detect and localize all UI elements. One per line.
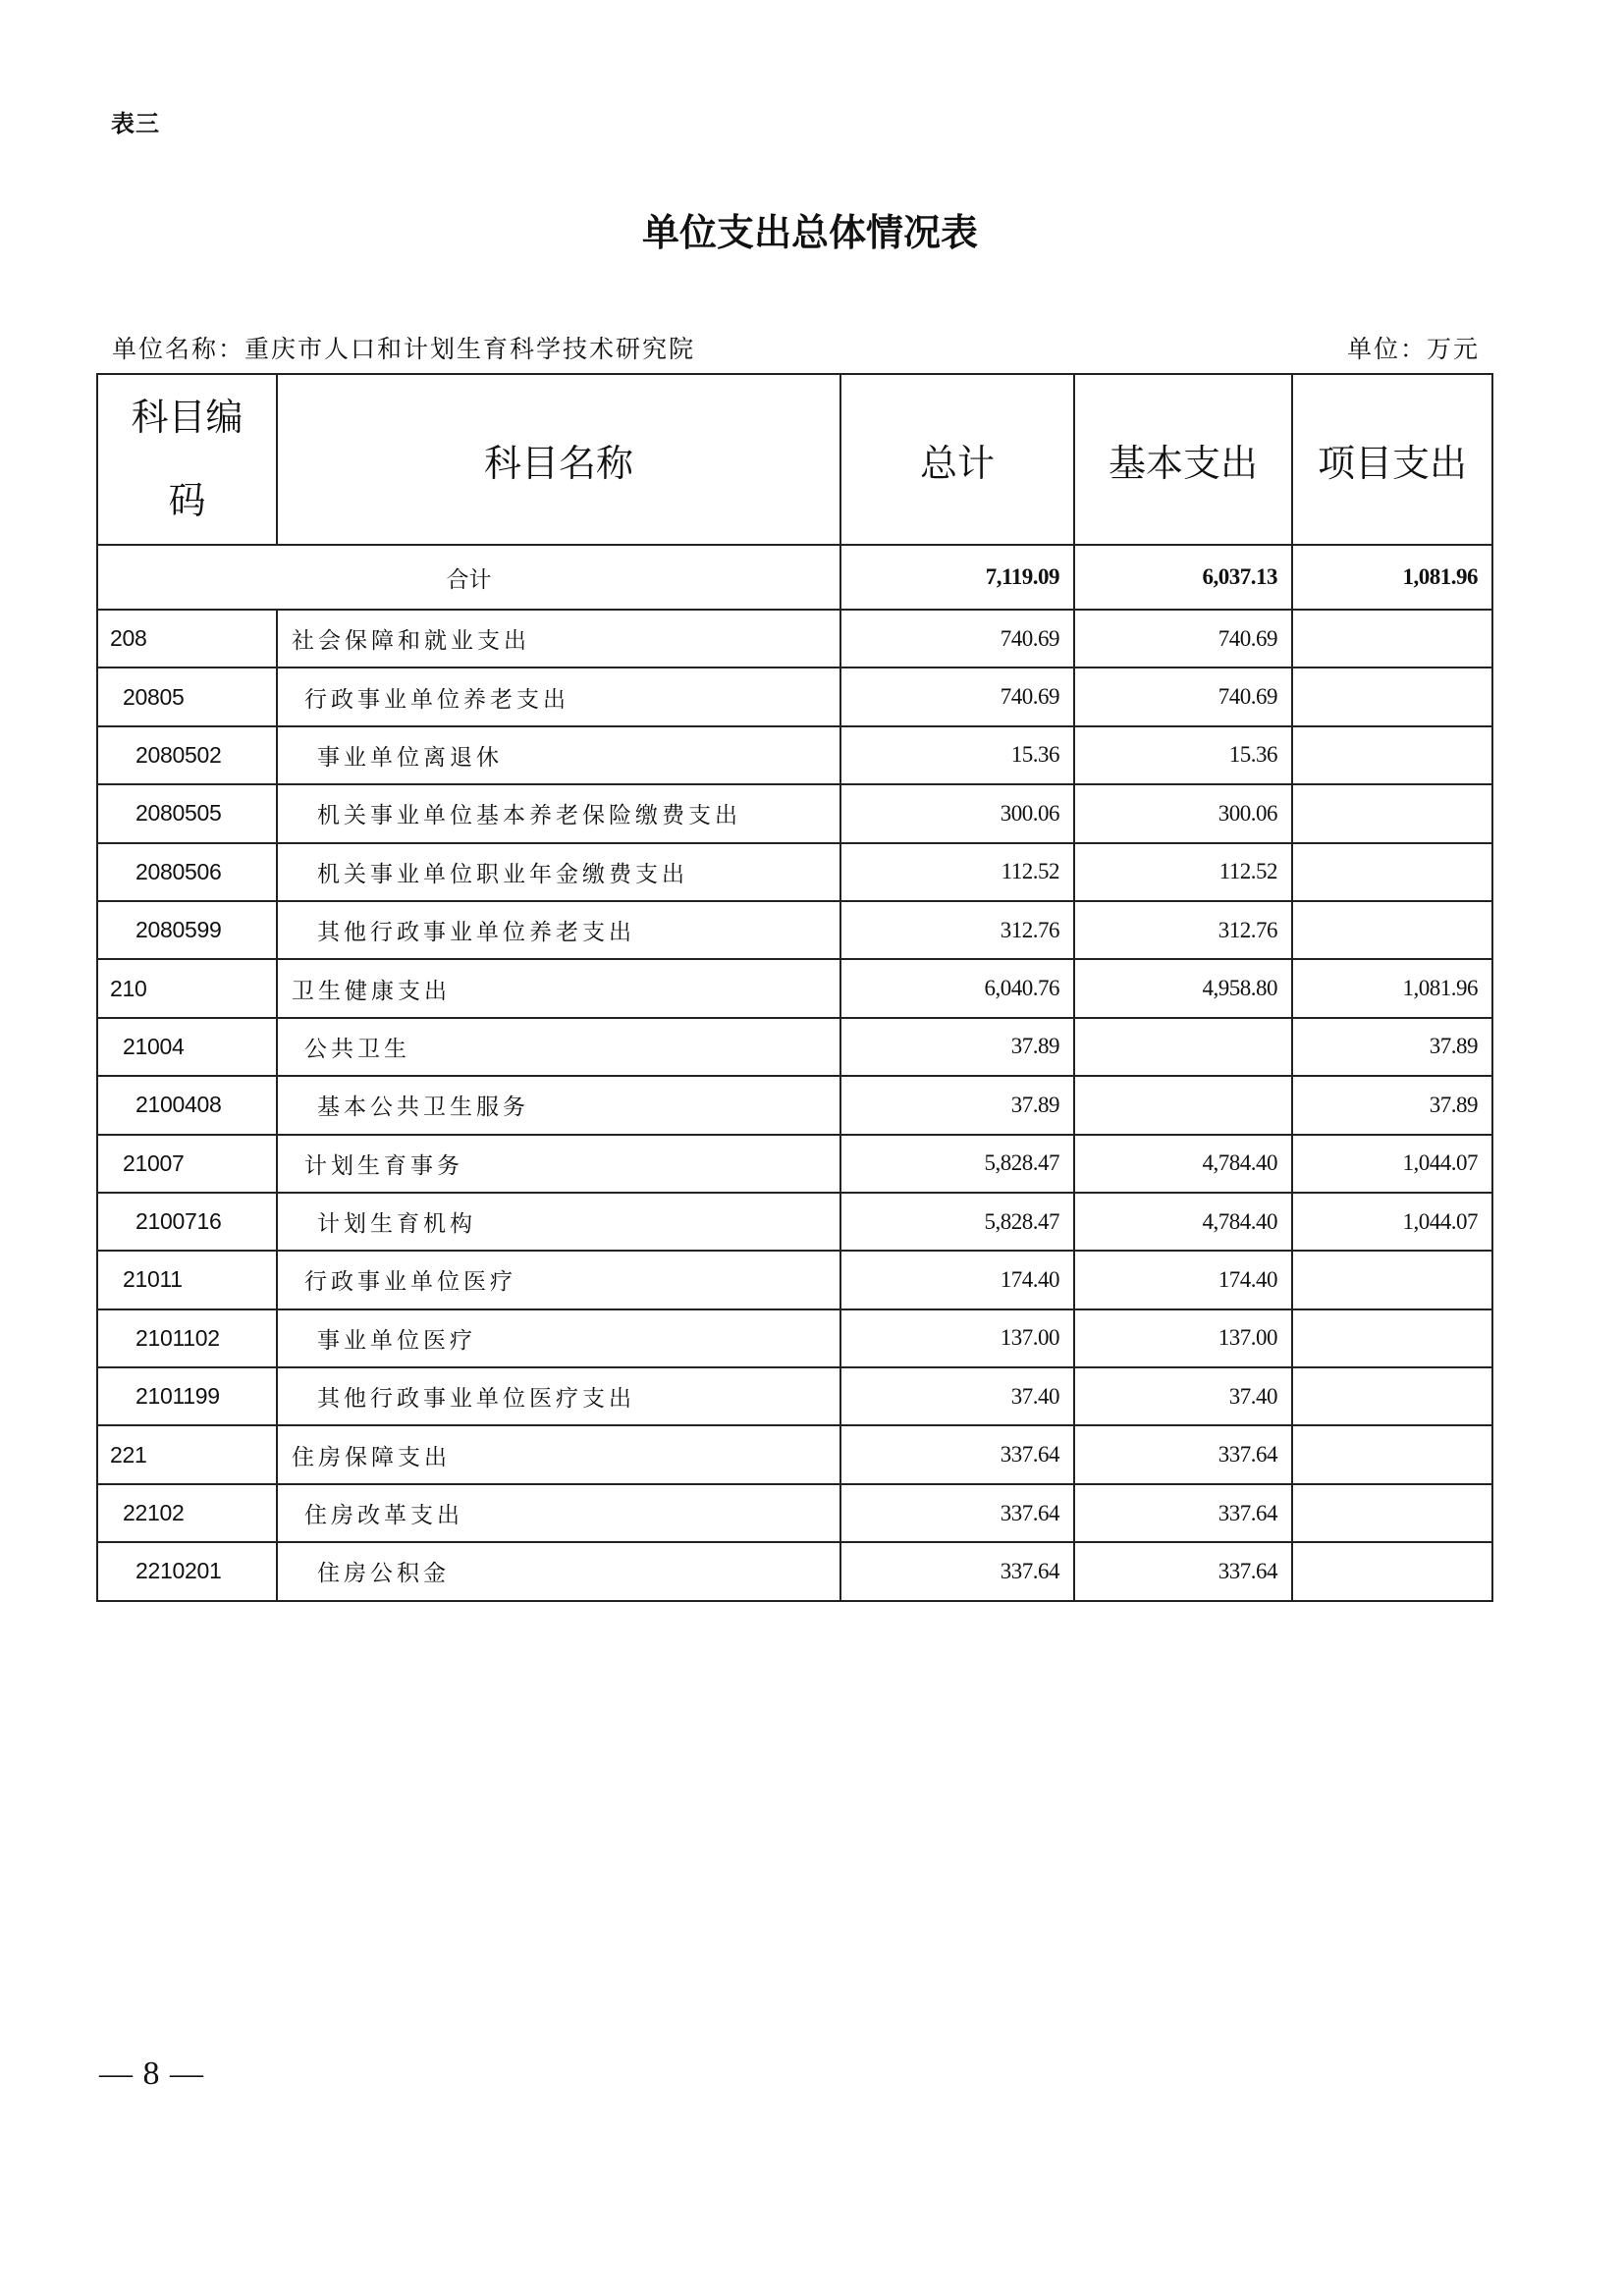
header-basic-expense: 基本支出: [1074, 374, 1292, 545]
subject-name: 事业单位离退休: [277, 726, 840, 784]
basic-expense-amount: [1074, 1076, 1292, 1134]
project-expense-amount: [1292, 843, 1492, 901]
basic-expense-amount: 4,958.80: [1074, 959, 1292, 1017]
subject-code: 210: [97, 959, 277, 1017]
subject-name: 住房保障支出: [277, 1425, 840, 1483]
table-row: [97, 1135, 1492, 1193]
total-basic-amount: 6,037.13: [1074, 545, 1292, 610]
table-row: [97, 959, 1492, 1017]
total-amount: 174.40: [840, 1251, 1074, 1308]
table-row: [97, 1193, 1492, 1251]
basic-expense-amount: 137.00: [1074, 1309, 1292, 1367]
total-project-amount: 1,081.96: [1292, 545, 1492, 610]
subject-name: 社会保障和就业支出: [277, 610, 840, 667]
table-row: [97, 1367, 1492, 1425]
subject-name: 卫生健康支出: [277, 959, 840, 1017]
table-row: [97, 1076, 1492, 1134]
project-expense-amount: 37.89: [1292, 1018, 1492, 1076]
basic-expense-amount: 4,784.40: [1074, 1135, 1292, 1193]
total-amount: 337.64: [840, 1425, 1074, 1483]
total-amount: 37.89: [840, 1076, 1074, 1134]
subject-code: 2080502: [97, 726, 277, 784]
basic-expense-amount: 337.64: [1074, 1425, 1292, 1483]
header-total: 总计: [840, 374, 1074, 545]
subject-code: 2080506: [97, 843, 277, 901]
subject-code: 21007: [97, 1135, 277, 1193]
subject-name: 住房改革支出: [277, 1484, 840, 1542]
project-expense-amount: 37.89: [1292, 1076, 1492, 1134]
project-expense-amount: [1292, 1542, 1492, 1600]
page-title: [0, 202, 1624, 256]
total-label: 合计: [97, 545, 840, 610]
project-expense-amount: [1292, 610, 1492, 667]
subject-name: 计划生育事务: [277, 1135, 840, 1193]
project-expense-amount: [1292, 1309, 1492, 1367]
subject-code: 21004: [97, 1018, 277, 1076]
basic-expense-amount: 300.06: [1074, 784, 1292, 842]
subject-name: 事业单位医疗: [277, 1309, 840, 1367]
table-row: [97, 1309, 1492, 1367]
project-expense-amount: 1,044.07: [1292, 1135, 1492, 1193]
header-subject-code-line2: 码: [168, 479, 206, 522]
basic-expense-amount: 4,784.40: [1074, 1193, 1292, 1251]
basic-expense-amount: 740.69: [1074, 610, 1292, 667]
page-title-text: 单位支出总体情况表: [641, 210, 978, 254]
basic-expense-amount: 337.64: [1074, 1542, 1292, 1600]
total-amount: 37.40: [840, 1367, 1074, 1425]
project-expense-amount: [1292, 667, 1492, 725]
table-row: [97, 843, 1492, 901]
total-amount: 312.76: [840, 901, 1074, 959]
subject-name: 行政事业单位医疗: [277, 1251, 840, 1308]
subject-code: 221: [97, 1425, 277, 1483]
total-amount: 15.36: [840, 726, 1074, 784]
subject-name: 其他行政事业单位养老支出: [277, 901, 840, 959]
total-amount: 5,828.47: [840, 1193, 1074, 1251]
subject-name: 公共卫生: [277, 1018, 840, 1076]
subject-code: 2101199: [97, 1367, 277, 1425]
table-row: [97, 1425, 1492, 1483]
project-expense-amount: [1292, 784, 1492, 842]
subject-code: 208: [97, 610, 277, 667]
total-amount: 6,040.76: [840, 959, 1074, 1017]
total-amount: 112.52: [840, 843, 1074, 901]
subject-code: 2080599: [97, 901, 277, 959]
subject-name: 其他行政事业单位医疗支出: [277, 1367, 840, 1425]
table-row: [97, 726, 1492, 784]
total-amount: 337.64: [840, 1542, 1074, 1600]
project-expense-amount: [1292, 1425, 1492, 1483]
project-expense-amount: 1,044.07: [1292, 1193, 1492, 1251]
currency-unit: 单位：万元: [1346, 335, 1480, 363]
unit-name: 单位名称：重庆市人口和计划生育科学技术研究院: [112, 335, 696, 363]
basic-expense-amount: 37.40: [1074, 1367, 1292, 1425]
project-expense-amount: [1292, 1367, 1492, 1425]
subject-name: 住房公积金: [277, 1542, 840, 1600]
total-amount: 740.69: [840, 667, 1074, 725]
subject-name: 机关事业单位职业年金缴费支出: [277, 843, 840, 901]
subject-code: 2100408: [97, 1076, 277, 1134]
subject-code: 21011: [97, 1251, 277, 1308]
table-header-row: [97, 374, 1492, 545]
table-row: [97, 784, 1492, 842]
table-row: [97, 610, 1492, 667]
basic-expense-amount: 15.36: [1074, 726, 1292, 784]
table-row: [97, 1484, 1492, 1542]
subject-code: 2210201: [97, 1542, 277, 1600]
project-expense-amount: 1,081.96: [1292, 959, 1492, 1017]
total-amount: 7,119.09: [840, 545, 1074, 610]
total-amount: 37.89: [840, 1018, 1074, 1076]
subject-name: 行政事业单位养老支出: [277, 667, 840, 725]
subject-code: 22102: [97, 1484, 277, 1542]
header-subject-code: [97, 374, 277, 545]
table-label: 表三: [111, 110, 160, 137]
basic-expense-amount: 337.64: [1074, 1484, 1292, 1542]
project-expense-amount: [1292, 901, 1492, 959]
table-row: [97, 667, 1492, 725]
subject-code: 20805: [97, 667, 277, 725]
total-amount: 300.06: [840, 784, 1074, 842]
subject-code: 2101102: [97, 1309, 277, 1367]
subject-code: 2100716: [97, 1193, 277, 1251]
table-row: [97, 1018, 1492, 1076]
table-body: [97, 545, 1492, 1601]
total-amount: 137.00: [840, 1309, 1074, 1367]
basic-expense-amount: 740.69: [1074, 667, 1292, 725]
table-row: [97, 901, 1492, 959]
header-project-expense: 项目支出: [1292, 374, 1492, 545]
table-row: [97, 1542, 1492, 1600]
basic-expense-amount: 112.52: [1074, 843, 1292, 901]
project-expense-amount: [1292, 1484, 1492, 1542]
subject-code: 2080505: [97, 784, 277, 842]
header-subject-name: 科目名称: [277, 374, 840, 545]
total-amount: 5,828.47: [840, 1135, 1074, 1193]
header-subject-code-line1: 科目编: [131, 396, 244, 439]
basic-expense-amount: 312.76: [1074, 901, 1292, 959]
subject-name: 基本公共卫生服务: [277, 1076, 840, 1134]
total-row: [97, 545, 1492, 610]
expense-table: [96, 373, 1493, 1602]
page-number: — 8 —: [99, 2056, 204, 2092]
subject-name: 计划生育机构: [277, 1193, 840, 1251]
total-amount: 337.64: [840, 1484, 1074, 1542]
subject-name: 机关事业单位基本养老保险缴费支出: [277, 784, 840, 842]
basic-expense-amount: [1074, 1018, 1292, 1076]
project-expense-amount: [1292, 1251, 1492, 1308]
project-expense-amount: [1292, 726, 1492, 784]
meta-row: [112, 330, 1491, 365]
basic-expense-amount: 174.40: [1074, 1251, 1292, 1308]
table-row: [97, 1251, 1492, 1308]
total-amount: 740.69: [840, 610, 1074, 667]
